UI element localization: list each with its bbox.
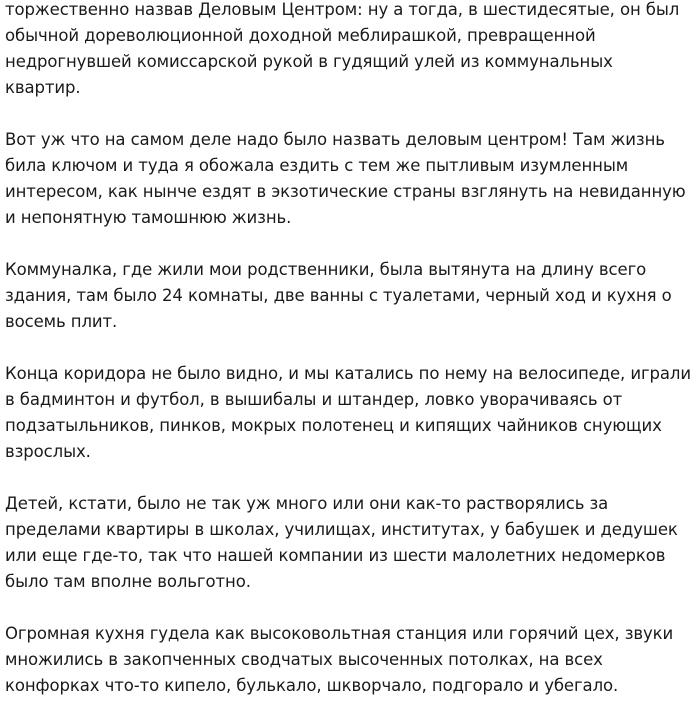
paragraph	[5, 0, 695, 101]
text-line: обычной дореволюционной доходной меблирашкой, превращенной	[5, 26, 596, 45]
text-line: Вот уж что на самом деле надо было назвать деловым центром! Там жизнь	[5, 130, 665, 149]
text-line: Огромная кухня гудела как высоковольтная станция или горячий цех, звуки	[5, 624, 674, 643]
text-line: Детей, кстати, было не так уж много или они как-то растворялись за	[5, 494, 609, 513]
paragraph	[5, 257, 695, 335]
text-line: подзатыльников, пинков, мокрых полотенец и кипящих чайников снующих	[5, 416, 662, 435]
paragraph	[5, 361, 695, 465]
text-line: конфорках что-то кипело, булькало, шкворчало, подгорало и убегало.	[5, 676, 619, 695]
text-line: или еще где-то, так что нашей компании из шести малолетних недомерков	[5, 546, 666, 565]
text-line: здания, там было 24 комнаты, две ванны с туалетами, черный ход и кухня о	[5, 286, 672, 305]
text-line: было там вполне вольготно.	[5, 572, 251, 591]
text-line: пределами квартиры в школах, училищах, институтах, у бабушек и дедушек	[5, 520, 678, 539]
article-body	[5, 0, 695, 725]
text-line: недрогнувшей комиссарской рукой в гудящий улей из коммунальных	[5, 52, 613, 71]
paragraph	[5, 621, 695, 699]
text-line: и непонятную тамошнюю жизнь.	[5, 208, 292, 227]
text-line: квартир.	[5, 78, 81, 97]
text-line: в бадминтон и футбол, в вышибалы и штандер, ловко уворачиваясь от	[5, 390, 623, 409]
paragraph	[5, 491, 695, 595]
paragraph	[5, 127, 695, 231]
text-line: множились в закопченных сводчатых высоченных потолках, на всех	[5, 650, 603, 669]
text-line: восемь плит.	[5, 312, 118, 331]
text-line: интересом, как нынче ездят в экзотические страны взглянуть на невиданную	[5, 182, 686, 201]
text-line: Коммуналка, где жили мои родственники, была вытянута на длину всего	[5, 260, 647, 279]
text-line: Конца коридора не было видно, и мы катались по нему на велосипеде, играли	[5, 364, 691, 383]
text-line: взрослых.	[5, 442, 91, 461]
text-line: торжественно назвав Деловым Центром: ну а тогда, в шестидесятые, он был	[5, 0, 680, 19]
text-line: била ключом и туда я обожала ездить с тем же пытливым изумленным	[5, 156, 629, 175]
